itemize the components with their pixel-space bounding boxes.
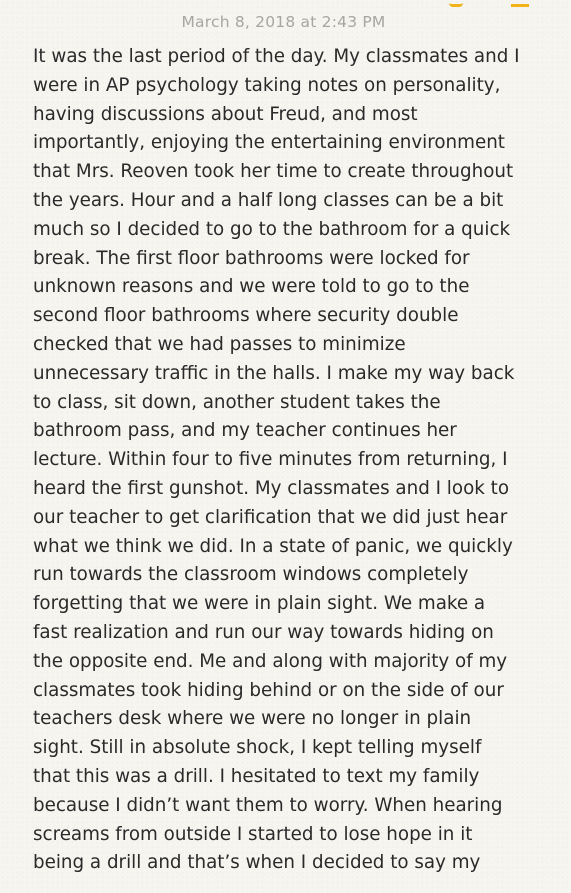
note-line: unnecessary traffic in the halls. I make my way back [33, 362, 515, 384]
note-line: the opposite end. Me and along with majority of my [33, 650, 508, 672]
note-line: It was the last period of the day. My classmates and I [33, 46, 520, 67]
note-line: second floor bathrooms where security double [33, 305, 459, 327]
note-line: having discussions about Freud, and most [33, 103, 418, 125]
note-line: fast realization and run our way towards hiding on [33, 621, 494, 643]
note-line: that Mrs. Reoven took her time to create throughout [33, 161, 514, 183]
note-line: screams from outside I started to lose hope in it [33, 823, 473, 845]
note-line: forgetting that we were in plain sight. We make a [33, 593, 486, 615]
note-line: teachers desk where we were no longer in plain [33, 708, 472, 730]
note-line: importantly, enjoying the entertaining environment [33, 132, 505, 154]
note-line: sight. Still in absolute shock, I kept telling myself [33, 737, 482, 759]
note-line: unknown reasons and we were told to go to the [33, 276, 470, 298]
note-line: being a drill and that’s when I decided to say my [33, 852, 481, 874]
note-line: lecture. Within four to five minutes from returning, I [33, 449, 508, 471]
note-line: what we think we did. In a state of panic, we quickly [33, 535, 513, 557]
note-line: much so I decided to go to the bathroom for a quick [33, 218, 511, 240]
note-line: classmates took hiding behind or on the side of our [33, 679, 504, 701]
note-line: that this was a drill. I hesitated to text my family [33, 765, 480, 787]
note-line: bathroom pass, and my teacher continues her [33, 420, 457, 442]
note-body[interactable] [33, 43, 545, 878]
note-line: heard the first gunshot. My classmates and I look to [33, 477, 510, 499]
note-line: our teacher to get clarification that we did just hear [33, 506, 508, 528]
note-line: because I didn’t want them to worry. When hearing [33, 794, 503, 816]
note-line: break. The first floor bathrooms were locked for [33, 247, 470, 269]
note-line: checked that we had passes to minimize [33, 333, 406, 355]
note-line: run towards the classroom windows completely [33, 564, 469, 586]
toolbar-accents [421, 0, 541, 4]
note-line: the years. Hour and a half long classes can be a bit [33, 189, 504, 211]
toolbar-icon[interactable] [449, 0, 463, 7]
note-line: to class, sit down, another student takes the [33, 391, 441, 413]
toolbar-icon[interactable] [511, 0, 529, 7]
note-line: were in AP psychology taking notes on personality, [33, 74, 501, 96]
note-timestamp: March 8, 2018 at 2:43 PM [181, 13, 386, 31]
